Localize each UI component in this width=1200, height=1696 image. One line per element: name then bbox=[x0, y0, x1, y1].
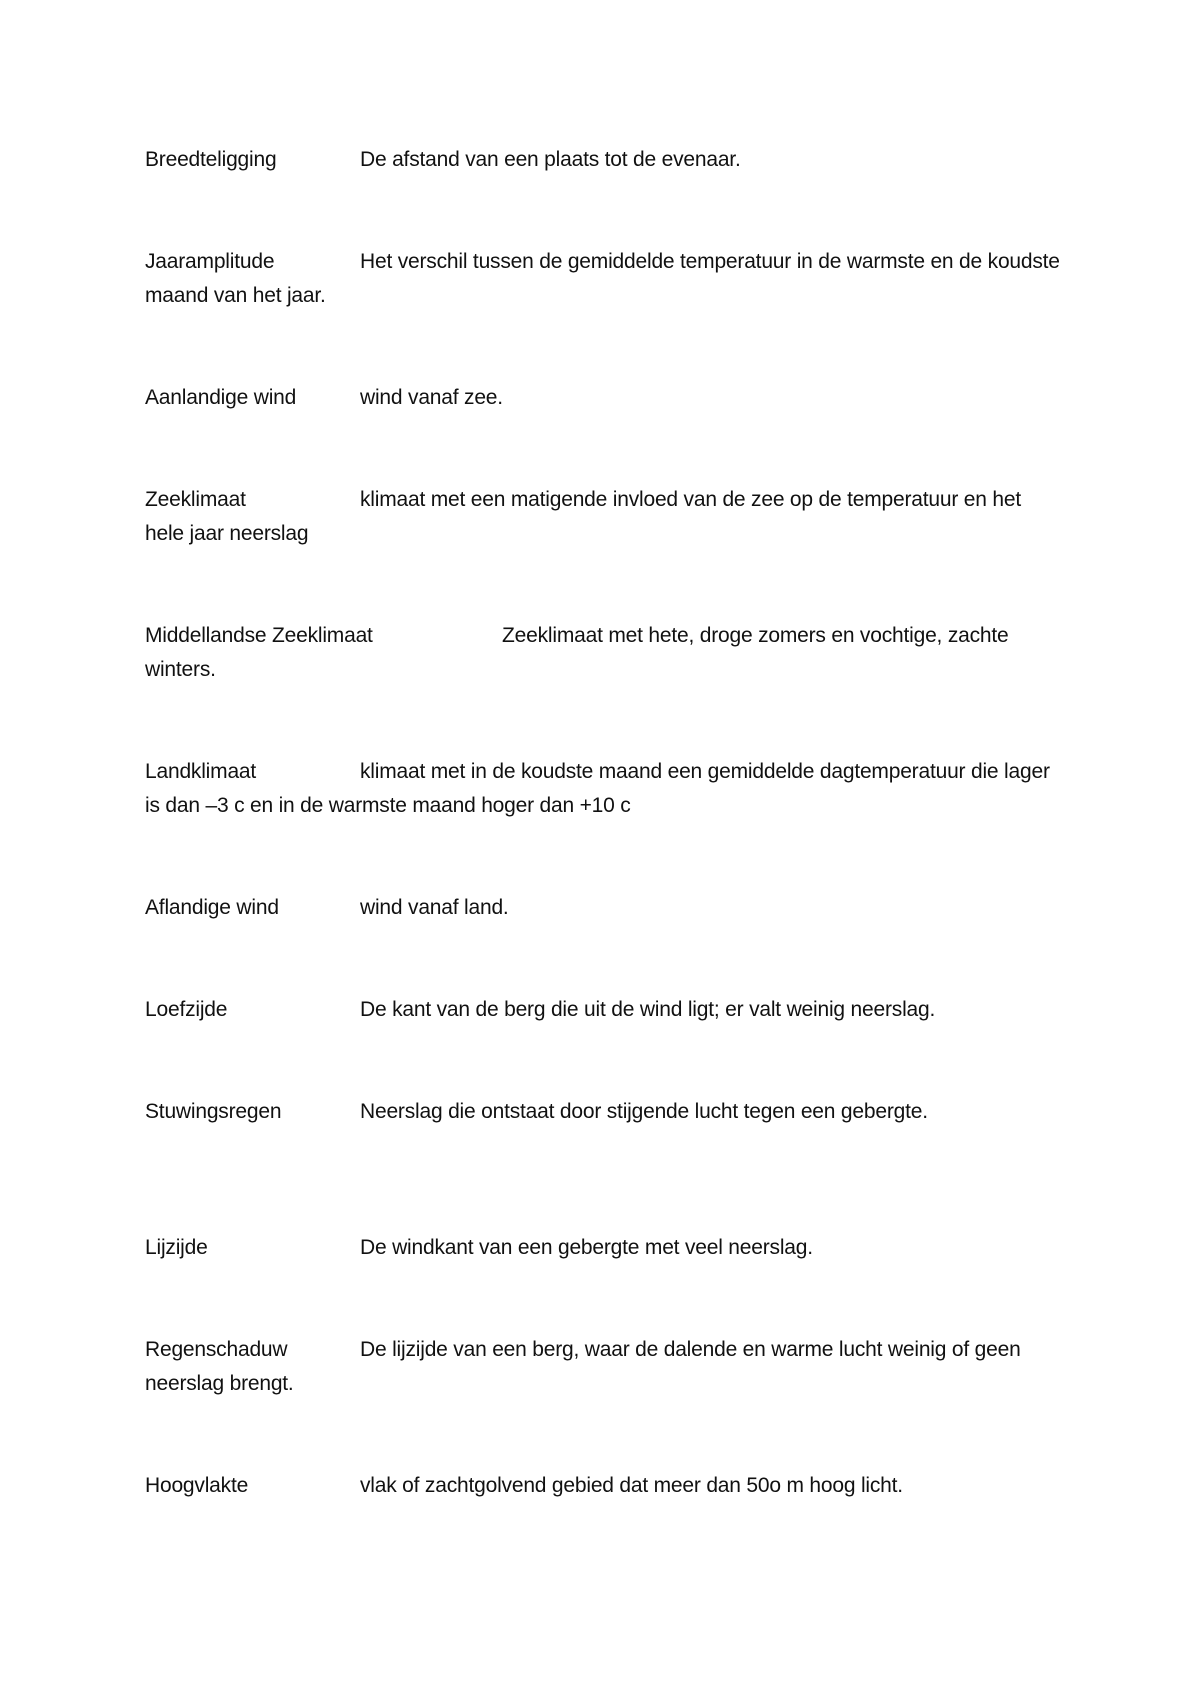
glossary-entry bbox=[145, 993, 1065, 1027]
glossary-entry bbox=[145, 143, 1065, 177]
glossary-term: Hoogvlakte bbox=[145, 1474, 249, 1497]
glossary-term: Loefzijde bbox=[145, 998, 228, 1021]
glossary-definition: De afstand van een plaats tot de evenaar. bbox=[360, 148, 741, 171]
glossary-definition: De kant van de berg die uit de wind ligt; er valt weinig neerslag. bbox=[360, 998, 936, 1021]
glossary-definition: wind vanaf zee. bbox=[360, 386, 503, 409]
glossary-entry bbox=[145, 1469, 1065, 1503]
glossary-definition: Het verschil tussen de gemiddelde temperatuur in de warmste en de koudste maand van het jaar. bbox=[145, 250, 1060, 307]
glossary-entry bbox=[145, 755, 1065, 823]
glossary-term: Aanlandige wind bbox=[145, 386, 297, 409]
glossary-term: Middellandse Zeeklimaat bbox=[145, 624, 373, 647]
glossary-definition: vlak of zachtgolvend gebied dat meer dan 50o m hoog licht. bbox=[360, 1474, 903, 1497]
glossary-term: Aflandige wind bbox=[145, 896, 279, 919]
glossary-term: Regenschaduw bbox=[145, 1338, 288, 1361]
glossary-definition: De lijzijde van een berg, waar de dalende en warme lucht weinig of geen neerslag brengt. bbox=[145, 1338, 1021, 1395]
glossary-entry bbox=[145, 1333, 1065, 1401]
glossary-entry bbox=[145, 619, 1065, 687]
glossary-term: Jaaramplitude bbox=[145, 250, 275, 273]
glossary-definition: klimaat met in de koudste maand een gemiddelde dagtemperatuur die lager is dan –3 c en in de warmste maand hoger dan +10 c bbox=[145, 760, 1050, 817]
glossary-term: Landklimaat bbox=[145, 760, 257, 783]
glossary-term: Lijzijde bbox=[145, 1236, 208, 1259]
glossary-entry bbox=[145, 891, 1065, 925]
glossary-term: Stuwingsregen bbox=[145, 1100, 282, 1123]
glossary-entry bbox=[145, 1095, 1065, 1129]
glossary-entry bbox=[145, 483, 1065, 551]
glossary-entry bbox=[145, 245, 1065, 313]
glossary-definition: De windkant van een gebergte met veel neerslag. bbox=[360, 1236, 813, 1259]
glossary-definition: klimaat met een matigende invloed van de zee op de temperatuur en het hele jaar neerslag bbox=[145, 488, 1021, 545]
glossary-term: Breedteligging bbox=[145, 148, 277, 171]
glossary-definition: Neerslag die ontstaat door stijgende lucht tegen een gebergte. bbox=[360, 1100, 928, 1123]
glossary-term: Zeeklimaat bbox=[145, 488, 246, 511]
glossary-entry bbox=[145, 1231, 1065, 1265]
glossary-definition: Zeeklimaat met hete, droge zomers en vochtige, zachte winters. bbox=[145, 624, 1009, 681]
glossary-definition: wind vanaf land. bbox=[360, 896, 509, 919]
glossary-entry bbox=[145, 381, 1065, 415]
